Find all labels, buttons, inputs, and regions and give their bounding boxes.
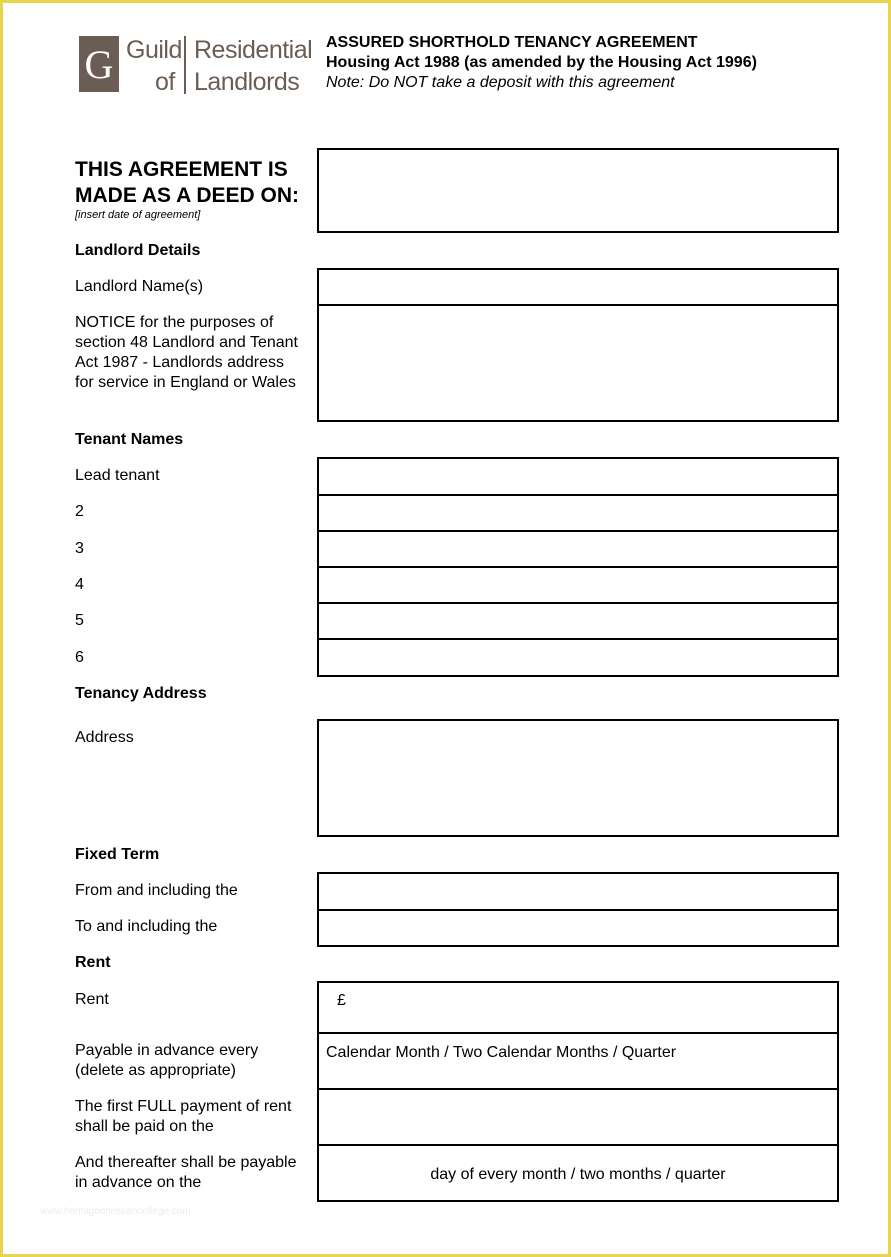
tenant-3-field[interactable] (317, 530, 839, 568)
tenant-6-label: 6 (75, 649, 84, 666)
lead-tenant-label: Lead tenant (75, 467, 160, 484)
deed-heading-line2: MADE AS A DEED ON: (75, 184, 300, 207)
logo-letter-g: G (84, 42, 114, 87)
tenant-2-label: 2 (75, 503, 84, 520)
deposit-note: Note: Do NOT take a deposit with this agreement (326, 74, 675, 91)
term-from-label: From and including the (75, 882, 238, 899)
tenant-5-field[interactable] (317, 602, 839, 640)
logo-divider (184, 36, 186, 94)
tenant-6-field[interactable] (317, 638, 839, 677)
tenant-4-label: 4 (75, 576, 84, 593)
tenant-3-label: 3 (75, 540, 84, 557)
thereafter-line: in advance on the (75, 1174, 202, 1191)
rent-label: Rent (75, 991, 109, 1008)
tenant-names-heading: Tenant Names (75, 431, 184, 448)
payable-label-line: Payable in advance every (75, 1042, 259, 1059)
deed-heading-line1: THIS AGREEMENT IS (75, 158, 288, 181)
tenant-2-field[interactable] (317, 494, 839, 532)
notice-line: for service in England or Wales (75, 374, 296, 391)
thereafter-payment-field[interactable] (317, 1144, 839, 1202)
thereafter-frequency-options: day of every month / two months / quarter (430, 1166, 726, 1183)
rent-amount-field[interactable] (317, 981, 839, 1034)
landlord-address-field[interactable] (317, 304, 839, 422)
notice-line: NOTICE for the purposes of (75, 314, 274, 331)
payable-label-line: (delete as appropriate) (75, 1062, 236, 1079)
deed-date-field[interactable] (317, 148, 839, 233)
term-from-field[interactable] (317, 872, 839, 911)
logo-word-guild: Guild (126, 36, 182, 64)
currency-symbol: £ (337, 992, 346, 1009)
agreement-title-line2: Housing Act 1988 (as amended by the Housing Act 1996) (326, 54, 757, 71)
landlord-details-heading: Landlord Details (75, 242, 201, 259)
tenant-5-label: 5 (75, 612, 84, 629)
lead-tenant-field[interactable] (317, 457, 839, 496)
term-to-label: To and including the (75, 918, 218, 935)
grl-monogram-icon (79, 36, 119, 92)
tenancy-address-heading: Tenancy Address (75, 685, 207, 702)
tenant-4-field[interactable] (317, 566, 839, 604)
tenancy-address-field[interactable] (317, 719, 839, 837)
agreement-title (326, 33, 757, 73)
first-payment-line: The first FULL payment of rent (75, 1098, 292, 1115)
document-page (3, 3, 888, 1254)
landlord-notice-label (75, 313, 315, 393)
guild-logo-mark (79, 36, 119, 92)
deed-heading (75, 157, 315, 209)
thereafter-label (75, 1153, 315, 1193)
logo-word-landlords: Landlords (194, 68, 300, 96)
fixed-term-heading: Fixed Term (75, 846, 160, 863)
notice-line: section 48 Landlord and Tenant (75, 334, 298, 351)
agreement-title-line1: ASSURED SHORTHOLD TENANCY AGREEMENT (326, 34, 698, 51)
first-payment-field[interactable] (317, 1088, 839, 1146)
watermark-text: www.heritagechristiancollege.com (40, 1206, 191, 1217)
thereafter-line: And thereafter shall be payable (75, 1154, 297, 1171)
rent-heading: Rent (75, 954, 111, 971)
logo-word-residential: Residential (194, 36, 313, 64)
first-payment-label (75, 1097, 315, 1137)
deed-date-hint: [insert date of agreement] (75, 209, 201, 221)
address-label: Address (75, 729, 134, 746)
payable-label (75, 1041, 315, 1081)
logo-word-of: of (155, 68, 175, 96)
term-to-field[interactable] (317, 909, 839, 947)
first-payment-line: shall be paid on the (75, 1118, 214, 1135)
landlord-name-label: Landlord Name(s) (75, 278, 204, 295)
landlord-name-field[interactable] (317, 268, 839, 306)
payable-frequency-field[interactable] (317, 1032, 839, 1090)
notice-line: Act 1987 - Landlords address (75, 354, 285, 371)
payable-frequency-options: Calendar Month / Two Calendar Months / Quarter (326, 1044, 677, 1061)
